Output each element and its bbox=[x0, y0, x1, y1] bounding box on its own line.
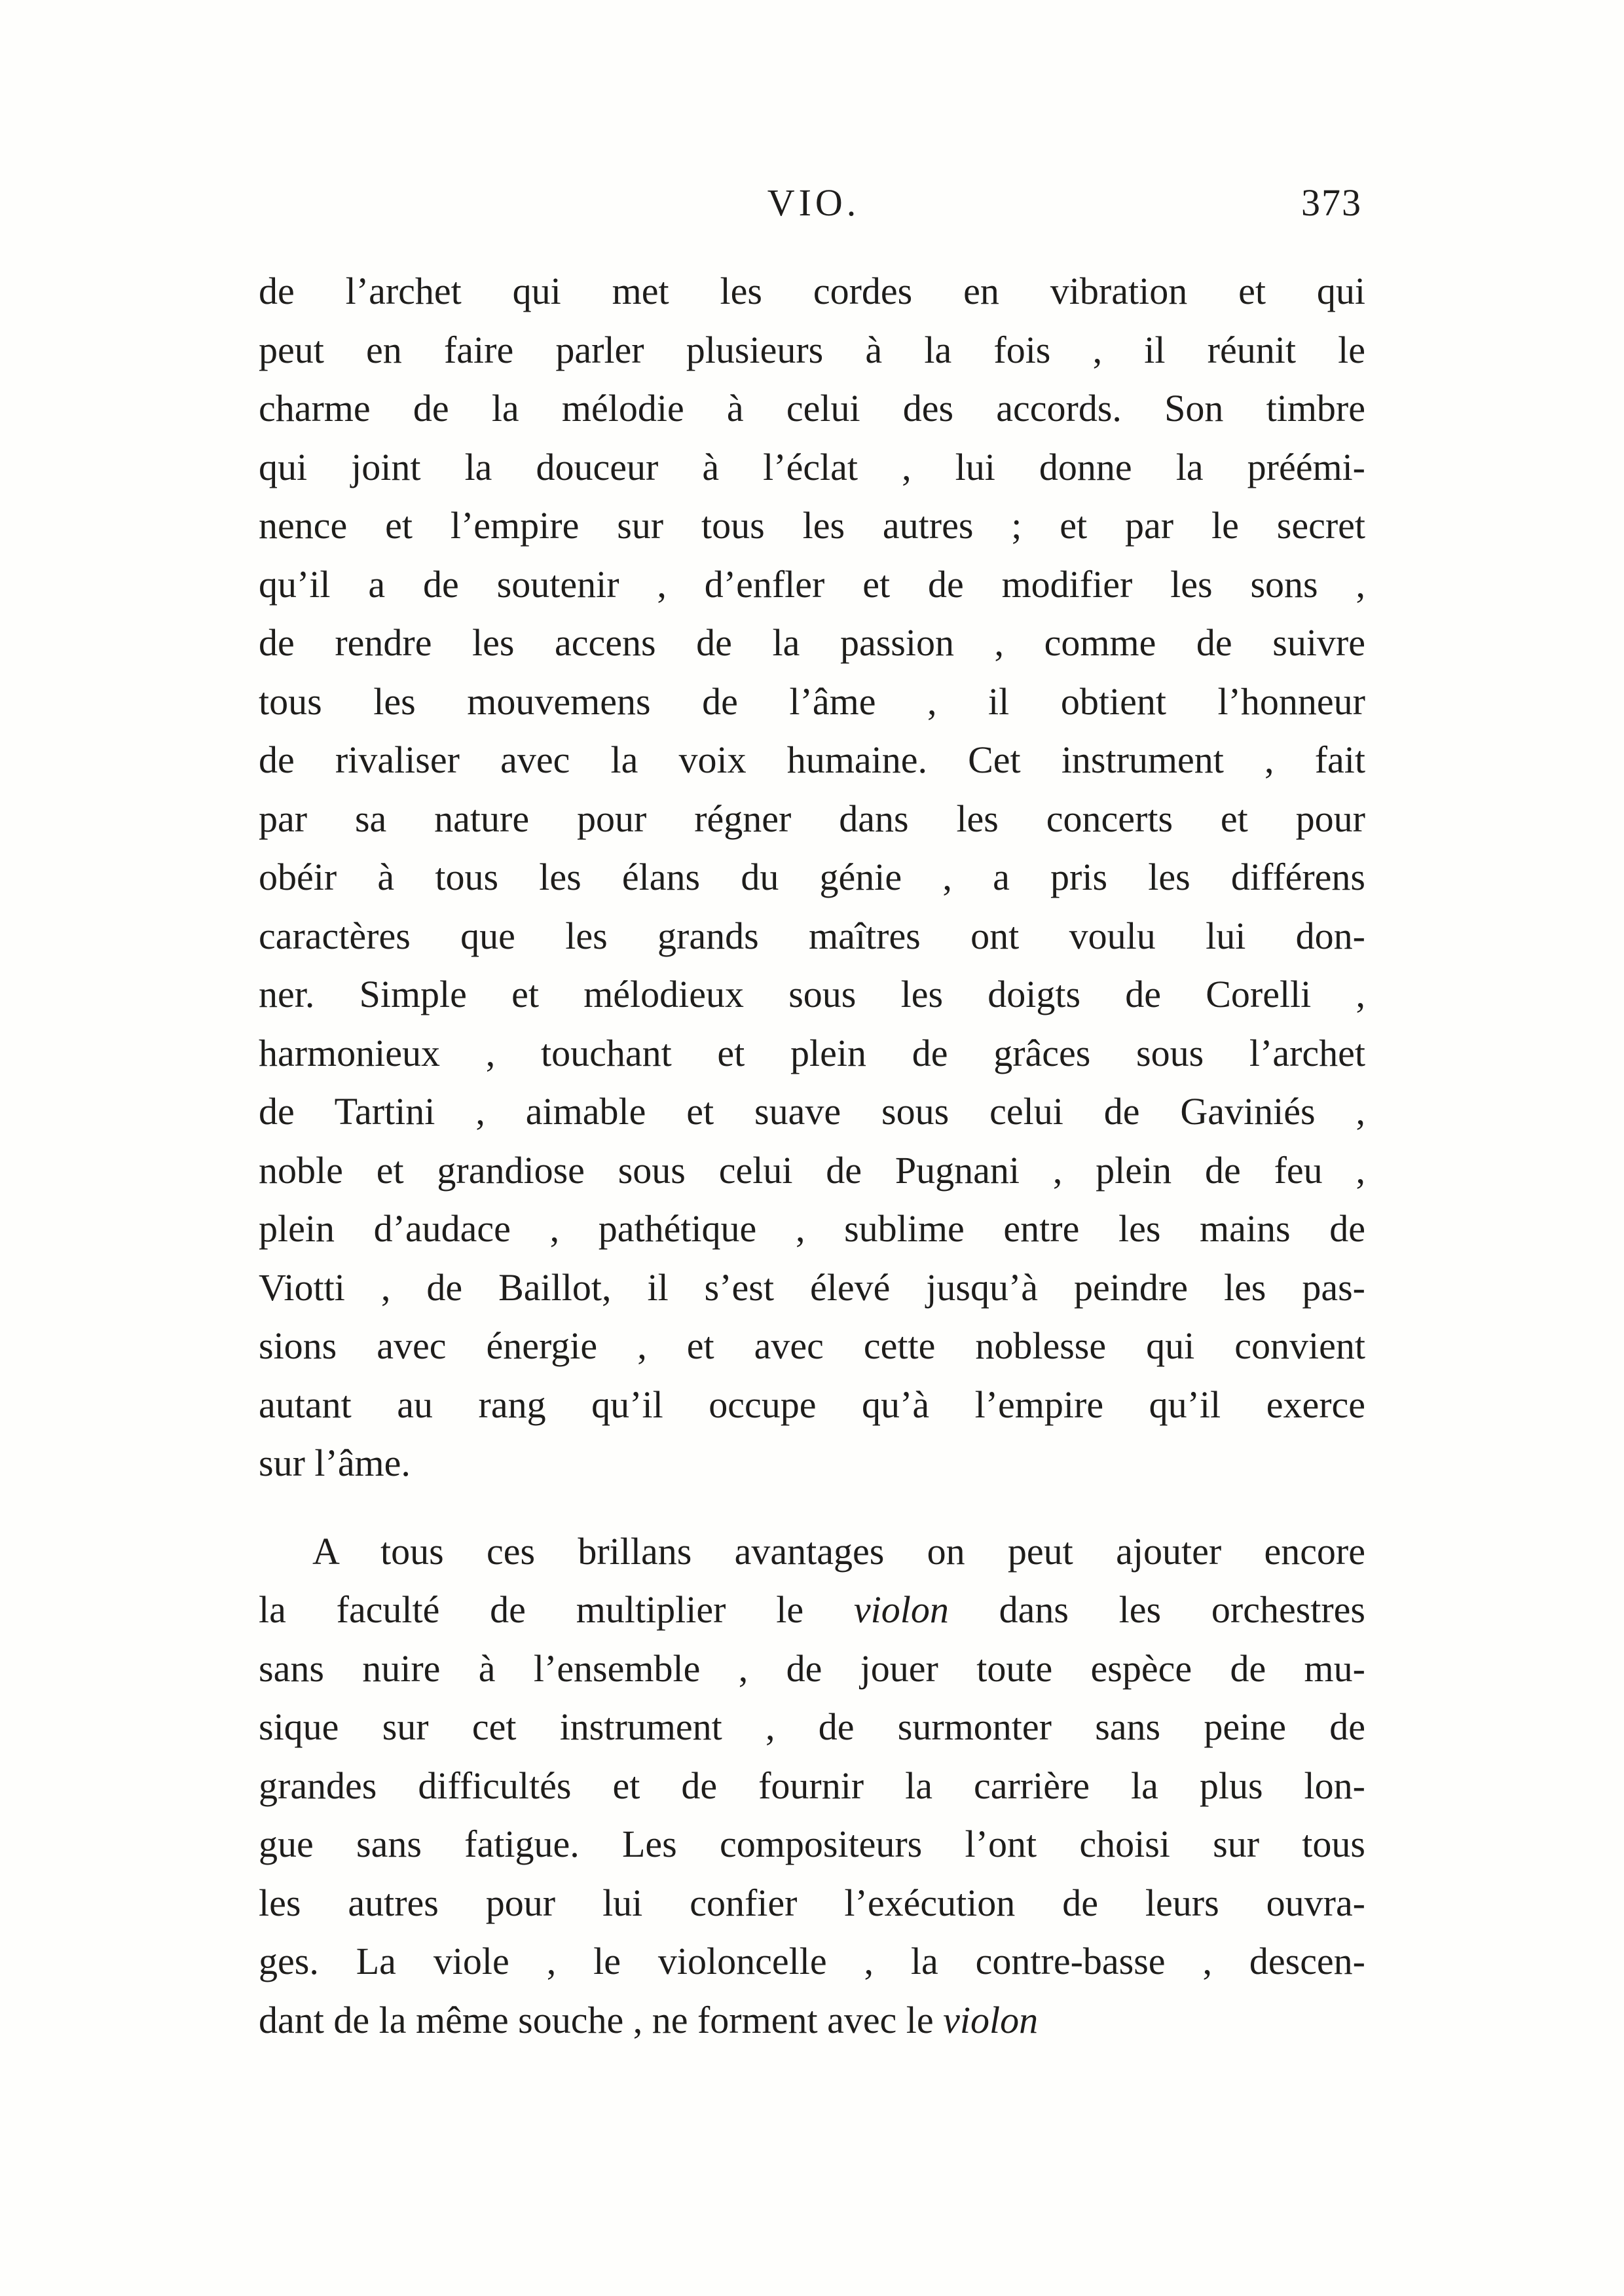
text-line bbox=[259, 496, 1365, 555]
text-fragment: sur l’âme. bbox=[259, 1442, 411, 1484]
text-fragment: tous les mouvemens de l’âme , il obtient l’honneur bbox=[259, 680, 1365, 723]
text-fragment: qui joint la douceur à l’éclat , lui donne la préémi- bbox=[259, 445, 1365, 488]
text-fragment: A tous ces brillans avantages on peut ajouter encore bbox=[312, 1529, 1365, 1573]
paragraph-gap bbox=[259, 1493, 1365, 1522]
text-line bbox=[259, 1580, 1365, 1639]
text-line bbox=[259, 731, 1365, 790]
text-line bbox=[259, 438, 1365, 497]
text-line bbox=[259, 1258, 1365, 1317]
page-number: 373 bbox=[1301, 181, 1362, 224]
text-fragment: dant de la même souche , ne forment avec le bbox=[259, 1998, 944, 2041]
text-fragment: dans les orchestres bbox=[948, 1588, 1365, 1631]
text-fragment: de rendre les accens de la passion , comme de suivre bbox=[259, 621, 1365, 664]
paragraph bbox=[259, 1522, 1365, 2050]
text-fragment: par sa nature pour régner dans les concerts et pour bbox=[259, 797, 1365, 840]
text-line bbox=[259, 1932, 1365, 1991]
text-fragment: ges. La viole , le violoncelle , la contre-basse , descen- bbox=[259, 1940, 1365, 1982]
text-line bbox=[259, 1991, 1365, 2050]
italic-word: violon bbox=[943, 1998, 1039, 2041]
text-line bbox=[259, 1082, 1365, 1141]
text-fragment: nence et l’empire sur tous les autres ; et par le secret bbox=[259, 504, 1365, 547]
text-fragment: grandes difficultés et de fournir la carrière la plus lon- bbox=[259, 1764, 1365, 1807]
text-line bbox=[259, 1639, 1365, 1698]
text-line bbox=[259, 1757, 1365, 1815]
text-line bbox=[259, 790, 1365, 848]
text-fragment: harmonieux , touchant et plein de grâces sous l’archet bbox=[259, 1031, 1365, 1074]
text-fragment: ner. Simple et mélodieux sous les doigts de Corelli , bbox=[259, 973, 1365, 1015]
text-line bbox=[259, 1376, 1365, 1434]
text-fragment: la faculté de multiplier le bbox=[259, 1588, 854, 1631]
text-line bbox=[259, 1141, 1365, 1200]
text-line bbox=[259, 379, 1365, 438]
text-line bbox=[259, 321, 1365, 380]
text-line bbox=[259, 965, 1365, 1024]
text-fragment: Viotti , de Baillot, il s’est élevé jusqu’à peindre les pas- bbox=[259, 1266, 1365, 1309]
text-fragment: qu’il a de soutenir , d’enfler et de modifier les sons , bbox=[259, 562, 1365, 606]
text-line bbox=[259, 1698, 1365, 1757]
body-text bbox=[259, 262, 1365, 2049]
text-fragment: sions avec énergie , et avec cette noblesse qui convient bbox=[259, 1324, 1365, 1367]
text-fragment: sique sur cet instrument , de surmonter sans peine de bbox=[259, 1705, 1365, 1748]
text-fragment: de rivaliser avec la voix humaine. Cet instrument , fait bbox=[259, 738, 1365, 781]
text-fragment: plein d’audace , pathétique , sublime entre les mains de bbox=[259, 1207, 1365, 1250]
text-line bbox=[259, 1024, 1365, 1083]
text-line bbox=[259, 672, 1365, 731]
text-fragment: de l’archet qui met les cordes en vibration et qui bbox=[259, 270, 1365, 312]
text-line bbox=[259, 1199, 1365, 1258]
text-fragment: obéir à tous les élans du génie , a pris les différens bbox=[259, 856, 1365, 898]
text-fragment: peut en faire parler plusieurs à la fois , il réunit le bbox=[259, 328, 1365, 371]
text-line bbox=[259, 907, 1365, 966]
paragraph bbox=[259, 262, 1365, 1493]
text-line bbox=[259, 613, 1365, 672]
text-fragment: noble et grandiose sous celui de Pugnani , plein de feu , bbox=[259, 1148, 1365, 1192]
text-fragment: gue sans fatigue. Les compositeurs l’ont choisi sur tous bbox=[259, 1823, 1365, 1865]
text-line bbox=[259, 1434, 1365, 1493]
text-line bbox=[259, 262, 1365, 321]
text-fragment: autant au rang qu’il occupe qu’à l’empire qu’il exerce bbox=[259, 1383, 1365, 1426]
text-fragment: de Tartini , aimable et suave sous celui de Gaviniés , bbox=[259, 1090, 1365, 1133]
text-fragment: sans nuire à l’ensemble , de jouer toute espèce de mu- bbox=[259, 1647, 1365, 1690]
running-head-title: VIO. bbox=[767, 181, 860, 224]
text-line bbox=[259, 1874, 1365, 1933]
text-fragment: caractères que les grands maîtres ont voulu lui don- bbox=[259, 914, 1365, 957]
text-line bbox=[259, 1815, 1365, 1874]
text-line bbox=[259, 1522, 1365, 1581]
text-fragment: les autres pour lui confier l’exécution de leurs ouvra- bbox=[259, 1881, 1365, 1924]
italic-word: violon bbox=[853, 1588, 949, 1631]
text-line bbox=[259, 848, 1365, 907]
text-fragment: charme de la mélodie à celui des accords. Son timbre bbox=[259, 387, 1365, 429]
text-line bbox=[259, 1317, 1365, 1376]
running-head bbox=[265, 177, 1362, 229]
text-line bbox=[259, 555, 1365, 614]
